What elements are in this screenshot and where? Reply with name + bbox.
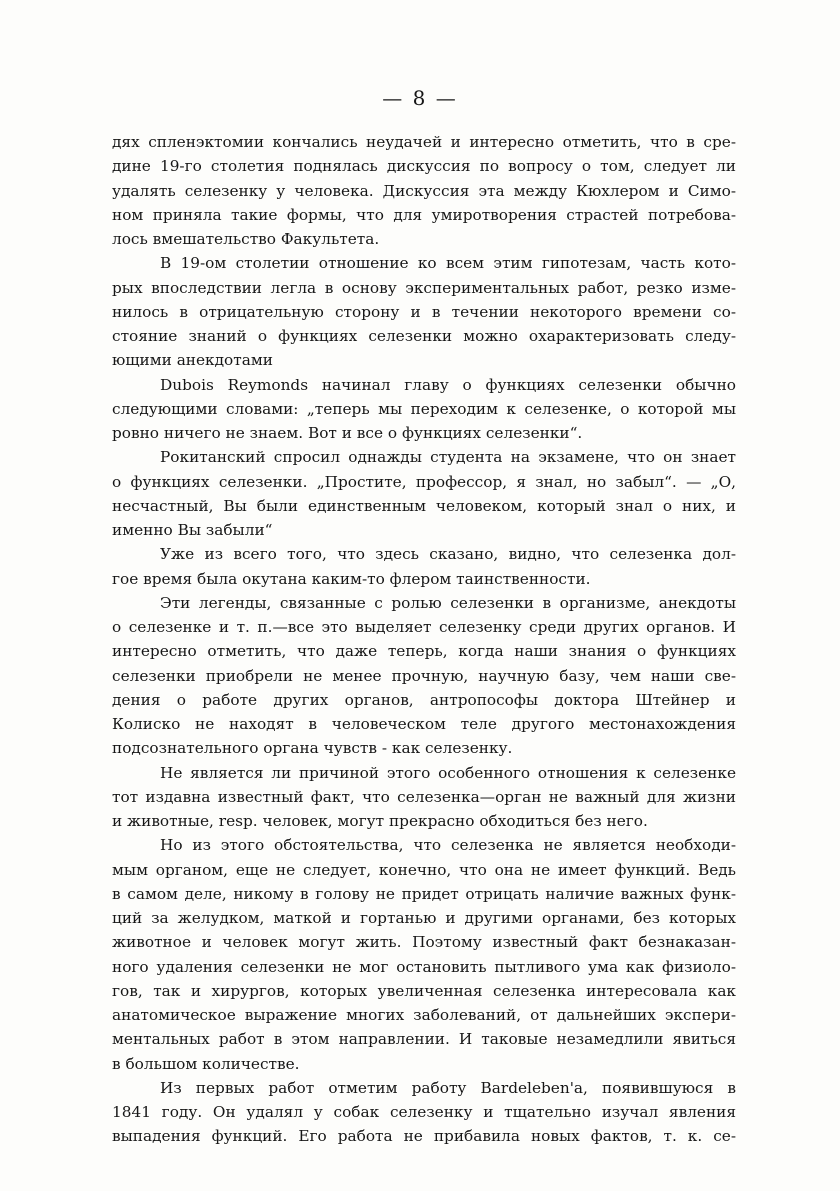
text-line: ровно ничего не знаем. Вот и все о функциях селезенки“. (112, 424, 583, 442)
text-line: в самом деле, никому в голову не придет отрицать наличие важных функ- (112, 884, 736, 903)
text-line: рых впоследствии легла в основу экспериментальных работ, резко изме- (112, 278, 736, 297)
text-line: ном приняла такие формы, что для умиротворения страстей потребова- (112, 205, 736, 224)
text-line: Рокитанский спросил однажды студента на экзамене, что он знает (160, 448, 736, 467)
text-line: удалять селезенку у человека. Дискуссия эта между Кюхлером и Симо- (112, 181, 736, 200)
text-line: стояние знаний о функциях селезенки можно охарактеризовать следу- (112, 327, 736, 345)
text-line: ций за желудком, маткой и гортанью и другими органами, без которых (112, 909, 736, 927)
text-line: 1841 году. Он удалял у собак селезенку и тщательно изучал явления (112, 1103, 736, 1121)
page-number: — 8 — (382, 86, 458, 110)
text-line: гое время была окутана каким-то флером таинственности. (112, 569, 591, 588)
text-line: дения о работе других органов, антропософы доктора Штейнер и (112, 690, 736, 709)
text-line: лось вмешательство Факультета. (112, 230, 380, 248)
text-line: ющими анекдотами (112, 351, 273, 370)
text-line: дине 19-го столетия поднялась дискуссия по вопросу о том, следует ли (112, 157, 736, 176)
text-line: несчастный, Вы были единственным человеком, который знал о них, и (112, 496, 736, 515)
text-line: Уже из всего того, что здесь сказано, видно, что селезенка дол- (160, 545, 736, 564)
text-line: о селезенке и т. п.—все это выделяет селезенку среди других органов. И (112, 618, 736, 636)
text-line: анатомическое выражение многих заболеваний, от дальнейших экспери- (112, 1006, 736, 1024)
text-line: мым органом, еще не следует, конечно, что она не имеет функций. Ведь (112, 860, 736, 879)
text-line: Не является ли причиной этого особенного отношения к селезенке (160, 763, 736, 782)
text-line: ного удаления селезенки не мог остановить пытливого ума как физиоло- (112, 957, 736, 976)
text-line: Dubois Reymonds начинал главу о функциях селезенки обычно (160, 375, 736, 394)
text-line: Из первых работ отметим работу Bardeleben'а, появившуюся в (160, 1078, 736, 1097)
text-line: В 19-ом столетии отношение ко всем этим гипотезам, часть кото- (160, 254, 736, 273)
text-line: Но из этого обстоятельства, что селезенка не является необходи- (160, 836, 736, 855)
text-line: следующими словами: „теперь мы переходим к селезенке, о которой мы (112, 399, 736, 418)
text-line: в большом количестве. (112, 1054, 300, 1073)
text-line: Колиско не находят в человеческом теле другого местонахождения (112, 715, 736, 733)
text-line: нилось в отрицательную сторону и в течении некоторого времени со- (112, 302, 736, 321)
text-line: выпадения функций. Его работа не прибавила новых фактов, т. к. се- (112, 1127, 736, 1146)
text-line: Эти легенды, связанные с ролью селезенки в организме, анекдоты (160, 593, 736, 612)
text-line: тот издавна известный факт, что селезенка—орган не важный для жизни (112, 787, 736, 806)
text-line: и животные, resp. человек, могут прекрасно обходиться без него. (112, 812, 648, 830)
text-line: ментальных работ в этом направлении. И таковые незамедлили явиться (112, 1030, 736, 1049)
body-text (112, 130, 736, 1149)
text-line: гов, так и хирургов, которых увеличенная селезенка интересовала как (112, 981, 736, 1000)
text-line: дях спленэктомии кончались неудачей и интересно отметить, что в сре- (112, 133, 736, 151)
text-line: о функциях селезенки. „Простите, профессор, я знал, но забыл“. — „О, (112, 472, 736, 491)
text-line: селезенки приобрели не менее прочную, научную базу, чем наши све- (112, 666, 736, 685)
text-line: животное и человек могут жить. Поэтому известный факт безнаказан- (112, 933, 736, 952)
text-line: подсознательного органа чувств - как селезенку. (112, 739, 513, 758)
text-line: интересно отметить, что даже теперь, когда наши знания о функциях (112, 642, 736, 661)
text-line: именно Вы забыли“ (112, 521, 273, 539)
